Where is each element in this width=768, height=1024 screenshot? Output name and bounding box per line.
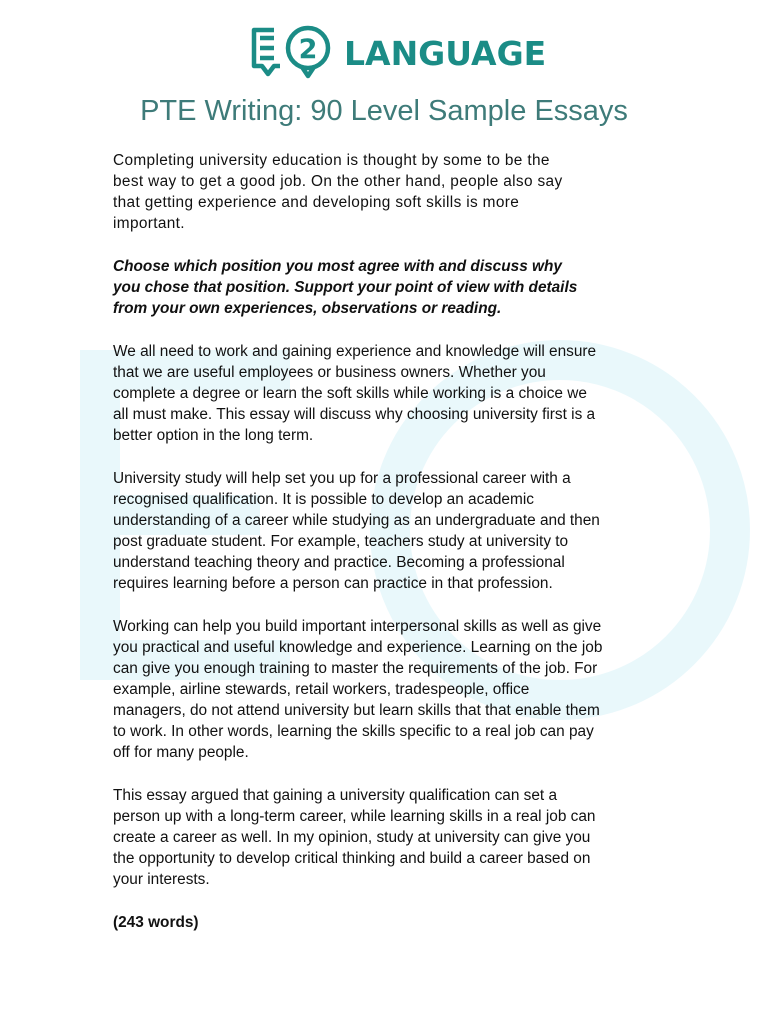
text-line: requires learning before a person can practice in that profession. [113, 575, 553, 593]
text-line: Working can help you build important interpersonal skills as well as give [113, 617, 602, 635]
text-line: understand teaching theory and practice. Becoming a professional [113, 554, 565, 571]
text-line: you practical and useful knowledge and experience. Learning on the job [113, 638, 603, 656]
logo-text: LANGUAGE [344, 33, 547, 73]
text-line: recognised qualification. It is possible to develop an academic [113, 490, 534, 508]
page-title: PTE Writing: 90 Level Sample Essays [140, 95, 628, 127]
text-line: Choose which position you most agree with and discuss why [113, 257, 562, 275]
word-count: (243 words) [113, 913, 199, 931]
text-line: person up with a long-term career, while learning skills in a real job can [113, 807, 596, 825]
text-line: that we are useful employees or business owners. Whether you [113, 363, 546, 381]
text-line: create a career as well. In my opinion, study at university can give you [113, 829, 591, 847]
essay-prompt [113, 150, 673, 234]
text-line: can give you enough training to master the requirements of the job. For [113, 659, 598, 677]
text-line: best way to get a good job. On the other hand, people also say [113, 173, 563, 191]
text-line: This essay argued that gaining a university qualification can set a [113, 786, 558, 804]
text-line: University study will help set you up for a professional career with a [113, 469, 571, 487]
text-line: example, airline stewards, retail workers, tradespeople, office [113, 680, 530, 698]
essay-task [113, 256, 673, 319]
text-line: post graduate student. For example, teachers study at university to [113, 532, 569, 550]
text-line: you chose that position. Support your point of view with details [113, 278, 578, 296]
text-line: complete a degree or learn the soft skills while working is a choice we [113, 384, 587, 402]
text-line: the opportunity to develop critical thinking and build a career based on [113, 850, 591, 868]
e2-logo-mark-icon [248, 24, 338, 82]
text-line: We all need to work and gaining experience and knowledge will ensure [113, 342, 597, 360]
text-line: important. [113, 215, 185, 233]
text-line: your interests. [113, 871, 210, 889]
essay-document [113, 150, 673, 954]
text-line: that getting experience and developing soft skills is more [113, 194, 520, 212]
svg-text:2: 2 [298, 34, 318, 65]
text-line: off for many people. [113, 744, 249, 762]
e2-language-logo [248, 24, 546, 82]
text-line: better option in the long term. [113, 427, 314, 445]
text-line: managers, do not attend university but learn skills that that enable them [113, 702, 600, 720]
essay-paragraph [113, 341, 673, 446]
essay-paragraph [113, 616, 673, 764]
text-line: all must make. This essay will discuss why choosing university first is a [113, 405, 596, 423]
text-line: Completing university education is thought by some to be the [113, 152, 550, 169]
text-line: understanding of a career while studying as an undergraduate and then [113, 511, 600, 529]
text-line: from your own experiences, observations or reading. [113, 300, 502, 318]
essay-body [113, 341, 673, 891]
text-line: to work. In other words, learning the skills specific to a real job can pay [113, 723, 594, 741]
essay-paragraph [113, 468, 673, 595]
essay-paragraph [113, 785, 673, 890]
